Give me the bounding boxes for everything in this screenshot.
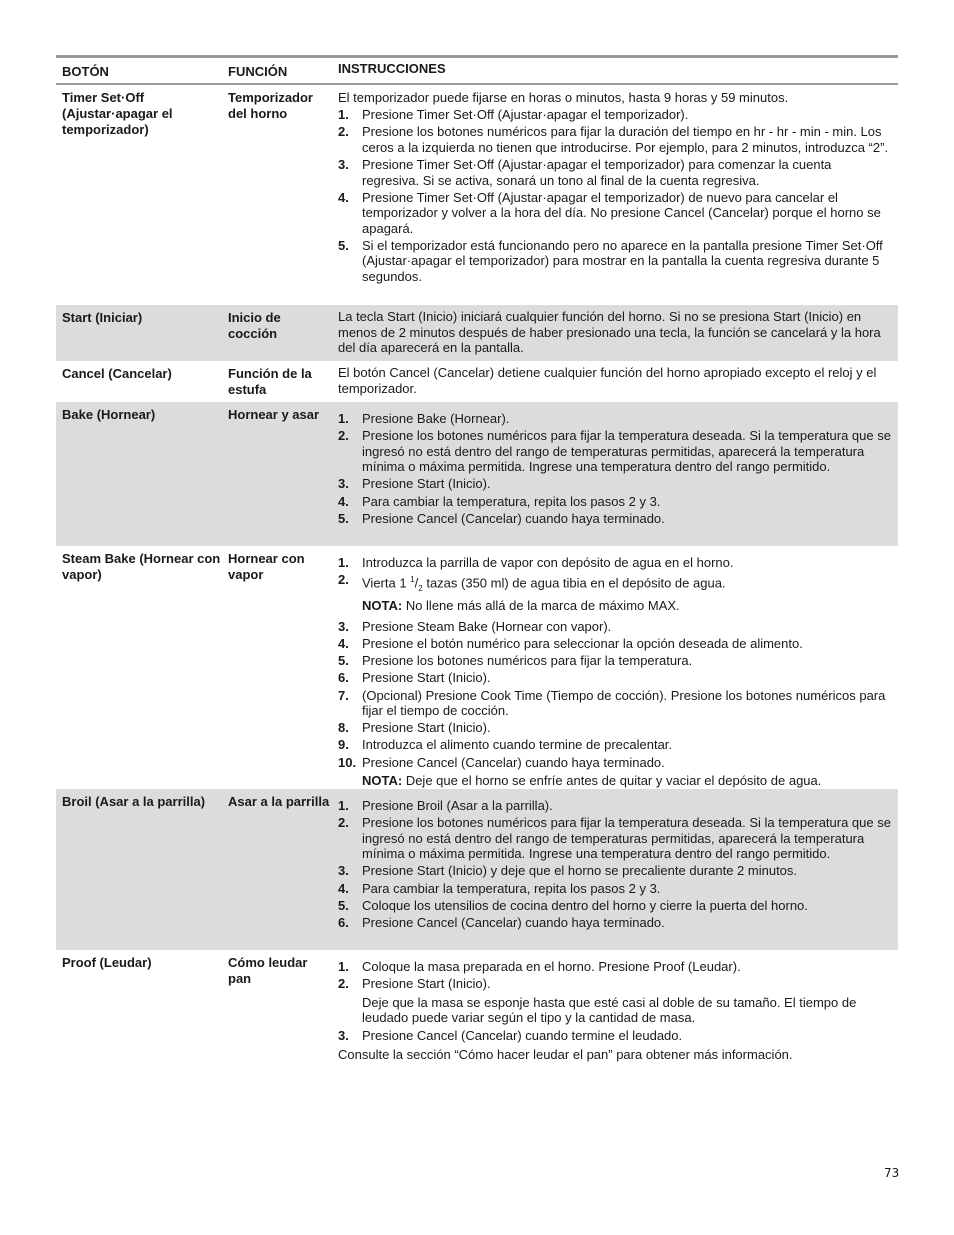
button-cell: Start (Iniciar) xyxy=(62,310,143,325)
list-item xyxy=(338,124,892,155)
note-label: NOTA: xyxy=(362,598,403,614)
step-text: Coloque los utensilios de cocina dentro del horno y cierre la puerta del horno. xyxy=(362,897,808,913)
step-text: Introduzca el alimento cuando termine de precalentar. xyxy=(362,737,673,753)
step-text-post: tazas (350 ml) de agua tibia en el depósito de agua. xyxy=(422,575,726,591)
step-number: 2. xyxy=(338,815,349,831)
list-item: 2. Vierta 1 $^1/_2$ tazas (350 ml) de agua tibia en el depósito de agua. xyxy=(338,572,726,594)
note xyxy=(338,773,892,789)
page-number: 73 xyxy=(884,1166,900,1180)
note-label: NOTA: xyxy=(362,773,403,789)
step-text: Si el temporizador está funcionando pero no aparece en la pantalla presione Timer Set·Off (Ajustar·apagar el temporizador) para mostrar en la pantalla la cuenta regresiva durante 5 segundos. xyxy=(362,237,883,284)
list-item xyxy=(338,881,892,897)
list-item xyxy=(338,157,892,188)
header-button: BOTÓN xyxy=(62,64,109,79)
step-number: 2. xyxy=(338,976,349,992)
table-row xyxy=(56,361,898,402)
note-text: No llene más allá de la marca de máximo MAX. xyxy=(402,598,680,614)
list-item xyxy=(338,737,892,753)
list-item xyxy=(338,411,892,427)
list-item xyxy=(338,107,892,123)
list-item xyxy=(338,755,892,771)
list-item xyxy=(338,190,892,237)
header-instructions: INSTRUCCIONES xyxy=(338,61,446,76)
step-text: Presione Cancel (Cancelar) cuando haya terminado. xyxy=(362,510,665,526)
intro-text: El temporizador puede fijarse en horas o minutos, hasta 9 horas y 59 minutos. xyxy=(338,90,789,105)
button-cell: Steam Bake (Hornear con vapor) xyxy=(62,551,221,582)
list-item xyxy=(338,476,892,492)
list-item xyxy=(338,863,892,879)
step-text: Presione Start (Inicio) y deje que el horno se precaliente durante 2 minutos. xyxy=(362,863,798,879)
step-number: 2. xyxy=(338,428,349,444)
step-number: 3. xyxy=(338,157,349,173)
step-number: 7. xyxy=(338,687,349,703)
list-item xyxy=(338,619,892,635)
step-text: Para cambiar la temperatura, repita los pasos 2 y 3. xyxy=(362,493,661,509)
step-number: 4. xyxy=(338,635,349,651)
list-item xyxy=(338,1028,892,1044)
step-text: Presione Cancel (Cancelar) cuando haya terminado. xyxy=(362,914,665,930)
instructions-cell xyxy=(332,546,898,789)
list-item xyxy=(338,898,892,914)
step-text: Presione Cancel (Cancelar) cuando haya terminado. xyxy=(362,754,665,770)
fraction-denominator: 2 xyxy=(418,584,423,594)
list-item xyxy=(338,238,892,285)
step-text: Introduzca la parrilla de vapor con depósito de agua en el horno. xyxy=(362,555,734,570)
button-cell: Broil (Asar a la parrilla) xyxy=(62,794,206,809)
list-item xyxy=(338,555,892,571)
function-cell: Inicio de cocción xyxy=(228,310,281,341)
instructions-cell xyxy=(332,361,898,402)
step-number: 3. xyxy=(338,863,349,879)
header-function: FUNCIÓN xyxy=(228,64,288,79)
step-number: 3. xyxy=(338,618,349,634)
step-text: Presione el botón numérico para seleccionar la opción deseada de alimento. xyxy=(362,635,803,651)
note-text: Deje que el horno se enfríe antes de quitar y vaciar el depósito de agua. xyxy=(402,773,822,789)
step-number: 3. xyxy=(338,476,349,492)
step-number: 4. xyxy=(338,493,349,509)
step-text-pre: Vierta 1 xyxy=(362,575,411,591)
step-text: Presione Start (Inicio). xyxy=(362,476,491,492)
button-cell: Bake (Hornear) xyxy=(62,407,156,422)
function-cell: Función de la estufa xyxy=(228,366,312,397)
step-number: 5. xyxy=(338,897,349,913)
step-text: Presione los botones numéricos para fijar la temperatura deseada. Si la temperatura que se ingresó no está dentro del rango de temperaturas permitidas, aparecerá la temperatura mínima o máxima permitida. Ingrese una temperatura dentro del rango permitido. xyxy=(362,428,891,475)
proof-note: Deje que la masa se esponje hasta que esté casi al doble de su tamaño. El tiempo de leudado puede variar según el tipo y la cantidad de masa. xyxy=(362,994,857,1026)
button-cell: Cancel (Cancelar) xyxy=(62,366,172,381)
step-number: 1. xyxy=(338,411,349,426)
list-item xyxy=(338,428,892,475)
list-item xyxy=(338,720,892,736)
table-row xyxy=(56,950,898,1075)
step-text: Presione Timer Set·Off (Ajustar·apagar el temporizador) para comenzar la cuenta regresiva. Si se activa, sonará un tono al final de la cuenta regresiva. xyxy=(362,157,832,188)
list-item xyxy=(338,959,892,975)
table-row xyxy=(56,85,898,305)
instructions-text: La tecla Start (Inicio) iniciará cualquier función del horno. Si no se presiona Start (Inicio) en menos de 2 minutos después de haber presionado una tecla, la función se cancelará y la hora del día aparecerá en la pantalla. xyxy=(338,309,881,355)
instructions-cell xyxy=(332,402,898,546)
step-number: 6. xyxy=(338,670,349,686)
list-item xyxy=(338,653,892,669)
step-text: Presione Cancel (Cancelar) cuando termine el leudado. xyxy=(362,1027,683,1043)
instructions-text: El botón Cancel (Cancelar) detiene cualquier función del horno apropiado excepto el reloj y el temporizador. xyxy=(338,365,877,396)
step-text: Presione Timer Set·Off (Ajustar·apagar el temporizador). xyxy=(362,107,689,123)
note xyxy=(338,598,892,614)
list-item xyxy=(338,915,892,931)
step-text: Presione los botones numéricos para fijar la duración del tiempo en hr - hr - min - min. Los ceros a la izquierda no tienen que introducirse. Por ejemplo, para 2 minutos, introduzca “2”. xyxy=(362,124,889,155)
list-item xyxy=(338,636,892,652)
function-cell: Hornear con vapor xyxy=(228,551,305,582)
function-cell: Temporizador del horno xyxy=(228,90,313,121)
step-number: 6. xyxy=(338,914,349,930)
function-cell: Cómo leudar pan xyxy=(228,955,308,986)
step-number: 3. xyxy=(338,1027,349,1043)
step-number: 5. xyxy=(338,653,349,669)
function-cell: Hornear y asar xyxy=(228,407,320,422)
step-text: Presione los botones numéricos para fijar la temperatura deseada. Si la temperatura que se ingresó no está dentro del rango de temperaturas permitidas, aparecerá la temperatura mínima o máxima permitida. Ingrese una temperatura dentro del rango permitido. xyxy=(362,815,891,862)
table-row xyxy=(56,789,898,950)
list-item xyxy=(338,670,892,686)
instructions-cell xyxy=(332,85,898,305)
step-number: 4. xyxy=(338,189,349,205)
step-text: Presione Start (Inicio). xyxy=(362,976,491,992)
step-number: 1. xyxy=(338,107,349,123)
step-text: Para cambiar la temperatura, repita los pasos 2 y 3. xyxy=(362,880,661,896)
step-text: Presione Start (Inicio). xyxy=(362,720,491,736)
step-number: 4. xyxy=(338,880,349,896)
step-number: 5. xyxy=(338,510,349,526)
footer-text: Consulte la sección “Cómo hacer leudar el pan” para obtener más información. xyxy=(338,1047,793,1063)
step-text: Presione Broil (Asar a la parrilla). xyxy=(362,798,553,813)
table-header xyxy=(56,58,898,85)
step-text: Presione los botones numéricos para fijar la temperatura. xyxy=(362,653,693,669)
step-text: Presione Steam Bake (Hornear con vapor). xyxy=(362,618,612,634)
step-number: 9. xyxy=(338,737,349,753)
list-item xyxy=(338,494,892,510)
step-number: 1. xyxy=(338,798,349,813)
button-cell: Timer Set·Off (Ajustar·apagar el temporizador) xyxy=(62,90,173,137)
list-item xyxy=(338,976,892,992)
step-number: 2. xyxy=(338,572,349,588)
fraction-numerator: 1 xyxy=(410,575,415,585)
table-row xyxy=(56,305,898,361)
step-number: 10. xyxy=(338,754,357,770)
step-text: (Opcional) Presione Cook Time (Tiempo de cocción). Presione los botones numéricos para fijar el tiempo de cocción. xyxy=(362,687,886,719)
step-text: Coloque la masa preparada en el horno. Presione Proof (Leudar). xyxy=(362,959,741,974)
step-number: 1. xyxy=(338,555,349,570)
table-row xyxy=(56,402,898,546)
list-item xyxy=(338,798,892,814)
instructions-cell xyxy=(332,305,898,361)
list-item xyxy=(338,815,892,862)
step-text: Presione Timer Set·Off (Ajustar·apagar el temporizador) de nuevo para cancelar el temporizador y volver a la hora del día. No presione Cancel (Cancelar) porque el horno se apagará. xyxy=(362,189,881,236)
instructions-cell xyxy=(332,789,898,950)
instructions-table xyxy=(56,55,898,1075)
step-number: 1. xyxy=(338,959,349,974)
step-text: Presione Bake (Hornear). xyxy=(362,411,510,426)
step-number: 2. xyxy=(338,124,349,140)
list-item xyxy=(338,688,892,719)
button-cell: Proof (Leudar) xyxy=(62,955,152,970)
table-row xyxy=(56,546,898,789)
function-cell: Asar a la parrilla xyxy=(228,794,330,809)
list-item xyxy=(338,511,892,527)
step-number: 8. xyxy=(338,720,349,736)
instructions-cell xyxy=(332,950,898,1075)
step-text: Presione Start (Inicio). xyxy=(362,670,491,686)
step-number: 5. xyxy=(338,237,349,253)
